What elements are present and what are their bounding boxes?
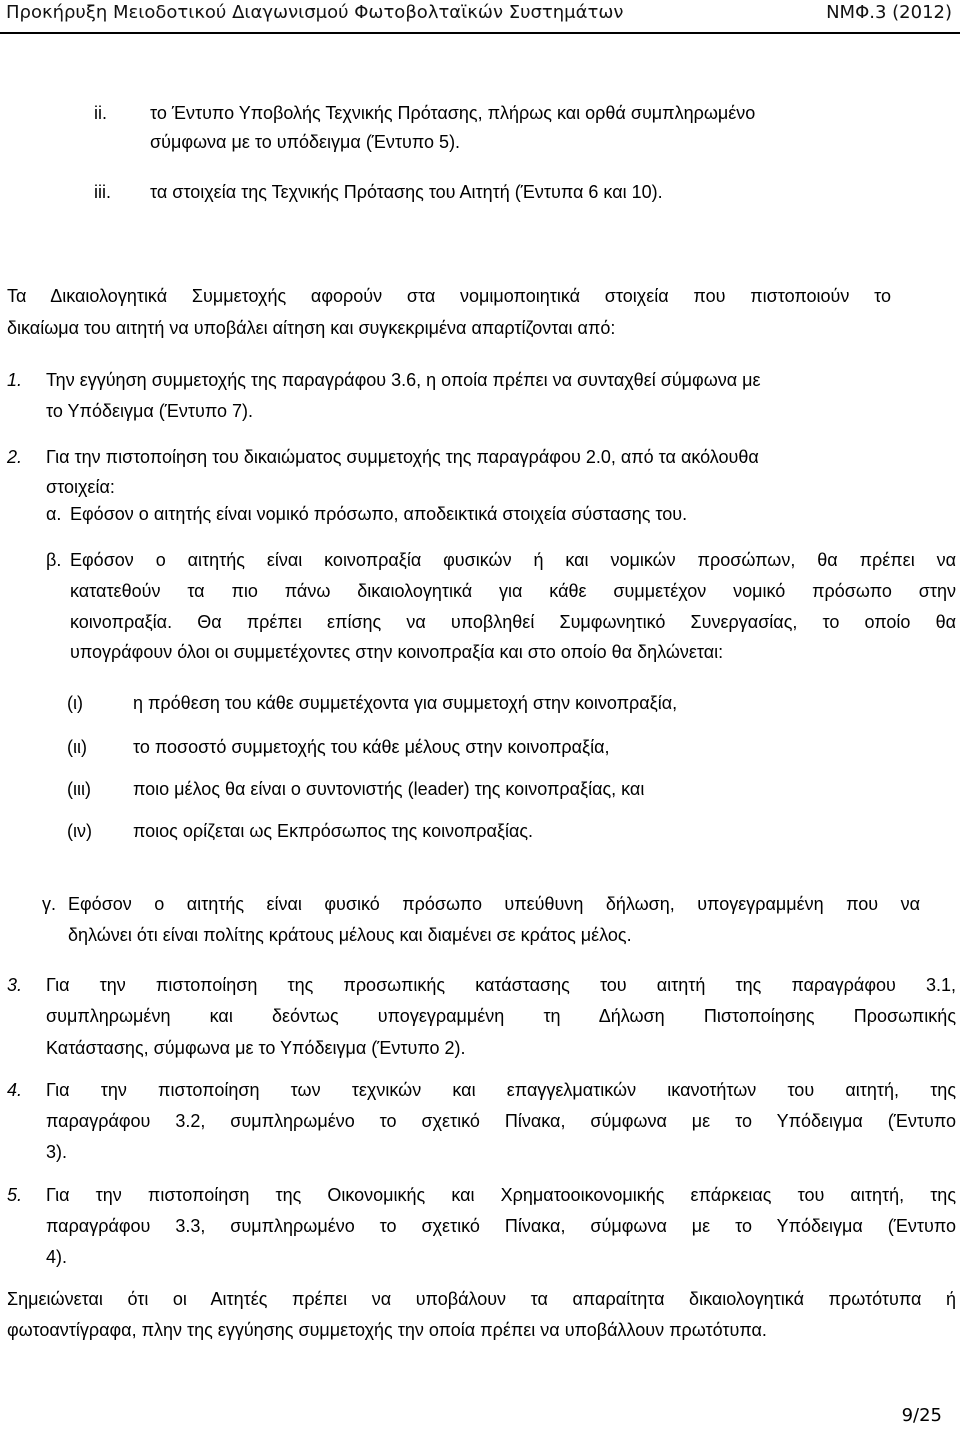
item-text: στοιχεία: bbox=[46, 477, 115, 497]
sub-item-text: Εφόσον ο αιτητής είναι κοινοπραξία φυσικών ή και νομικών προσώπων, θα πρέπει να bbox=[70, 550, 956, 570]
sub-item-letter: γ. bbox=[42, 894, 57, 914]
list-item-number: ii. bbox=[94, 103, 107, 123]
header-rule bbox=[0, 32, 960, 34]
list-item-text: τα στοιχεία της Τεχνικής Πρότασης του Αιτητή (Έντυπα 6 και 10). bbox=[150, 182, 663, 202]
roman-number: (ι) bbox=[67, 693, 83, 713]
item-number: 2. bbox=[7, 447, 23, 467]
sub-item-text: Εφόσον ο αιτητής είναι φυσικό πρόσωπο υπεύθυνη δήλωση, υπογεγραμμένη που να bbox=[68, 894, 920, 914]
page-header bbox=[0, 0, 960, 30]
sub-item-text: Εφόσον ο αιτητής είναι νομικό πρόσωπο, αποδεικτικά στοιχεία σύστασης του. bbox=[70, 504, 688, 524]
list-item-text: το Έντυπο Υποβολής Τεχνικής Πρότασης, πλήρως και ορθά συμπληρωμένο bbox=[150, 103, 756, 123]
item-text: παραγράφου 3.3, συμπληρωμένο το σχετικό Πίνακα, σύμφωνα με το Υπόδειγμα (Έντυπο bbox=[46, 1216, 956, 1236]
note-line: Σημειώνεται ότι οι Αιτητές πρέπει να υποβάλουν τα απαραίτητα δικαιολογητικά πρωτότυπα ή bbox=[7, 1289, 956, 1309]
sub-item-text: κοινοπραξία. Θα πρέπει επίσης να υποβληθεί Συμφωνητικό Συνεργασίας, το οποίο θα bbox=[70, 612, 956, 632]
item-text: 3). bbox=[46, 1142, 68, 1162]
header-code: ΝΜΦ.3 (2012) bbox=[826, 2, 952, 23]
roman-number: (ιι) bbox=[67, 737, 87, 757]
item-number: 1. bbox=[7, 370, 23, 390]
sub-item-letter: β. bbox=[46, 550, 62, 570]
item-number: 3. bbox=[7, 975, 23, 995]
item-text: το Υπόδειγμα (Έντυπο 7). bbox=[46, 401, 254, 421]
roman-number: (ιιι) bbox=[67, 779, 91, 799]
item-text: Για την πιστοποίηση της προσωπικής κατάστασης του αιτητή της παραγράφου 3.1, bbox=[46, 975, 956, 995]
roman-text: η πρόθεση του κάθε συμμετέχοντα για συμμετοχή στην κοινοπραξία, bbox=[133, 693, 678, 713]
item-text: Για την πιστοποίηση των τεχνικών και επαγγελματικών ικανοτήτων του αιτητή, της bbox=[46, 1080, 956, 1100]
item-text: Για την πιστοποίηση της Οικονομικής και Χρηματοοικονομικής επάρκειας του αιτητή, της bbox=[46, 1185, 956, 1205]
item-number: 4. bbox=[7, 1080, 23, 1100]
intro-line: δικαίωμα του αιτητή να υποβάλει αίτηση και συγκεκριμένα απαρτίζονται από: bbox=[7, 318, 616, 338]
page-number: 9/25 bbox=[901, 1405, 942, 1426]
roman-text: ποιο μέλος θα είναι ο συντονιστής (leader) της κοινοπραξίας, και bbox=[133, 779, 645, 799]
sub-item-text: υπογράφουν όλοι οι συμμετέχοντες στην κοινοπραξία και στο οποίο θα δηλώνεται: bbox=[70, 642, 724, 662]
item-text: συμπληρωμένη και δεόντως υπογεγραμμένη τη Δήλωση Πιστοποίησης Προσωπικής bbox=[46, 1006, 956, 1026]
item-text: Την εγγύηση συμμετοχής της παραγράφου 3.6, η οποία πρέπει να συνταχθεί σύμφωνα με bbox=[46, 370, 761, 390]
sub-item-letter: α. bbox=[46, 504, 62, 524]
list-item-number: iii. bbox=[94, 182, 111, 202]
intro-line: Τα Δικαιολογητικά Συμμετοχής αφορούν στα νομιμοποιητικά στοιχεία που πιστοποιούν το bbox=[7, 286, 891, 306]
item-text: Για την πιστοποίηση του δικαιώματος συμμετοχής της παραγράφου 2.0, από τα ακόλουθα bbox=[46, 447, 759, 467]
roman-number: (ιν) bbox=[67, 821, 92, 841]
list-item-text: σύμφωνα με το υπόδειγμα (Έντυπο 5). bbox=[150, 132, 461, 152]
header-title: Προκήρυξη Μειοδοτικού Διαγωνισμού Φωτοβολταϊκών Συστημάτων bbox=[6, 2, 624, 23]
roman-text: ποιος ορίζεται ως Εκπρόσωπος της κοινοπραξίας. bbox=[133, 821, 534, 841]
roman-text: το ποσοστό συμμετοχής του κάθε μέλους στην κοινοπραξία, bbox=[133, 737, 610, 757]
note-line: φωτοαντίγραφα, πλην της εγγύησης συμμετοχής την οποία πρέπει να υποβάλλουν πρωτότυπα. bbox=[7, 1320, 767, 1340]
item-text: Κατάστασης, σύμφωνα με το Υπόδειγμα (Έντυπο 2). bbox=[46, 1038, 466, 1058]
item-text: παραγράφου 3.2, συμπληρωμένο το σχετικό Πίνακα, σύμφωνα με το Υπόδειγμα (Έντυπο bbox=[46, 1111, 956, 1131]
item-text: 4). bbox=[46, 1247, 68, 1267]
sub-item-text: κατατεθούν τα πιο πάνω δικαιολογητικά για κάθε συμμετέχον νομικό πρόσωπο στην bbox=[70, 581, 956, 601]
item-number: 5. bbox=[7, 1185, 23, 1205]
sub-item-text: δηλώνει ότι είναι πολίτης κράτους μέλους και διαμένει σε κράτος μέλος. bbox=[68, 925, 632, 945]
